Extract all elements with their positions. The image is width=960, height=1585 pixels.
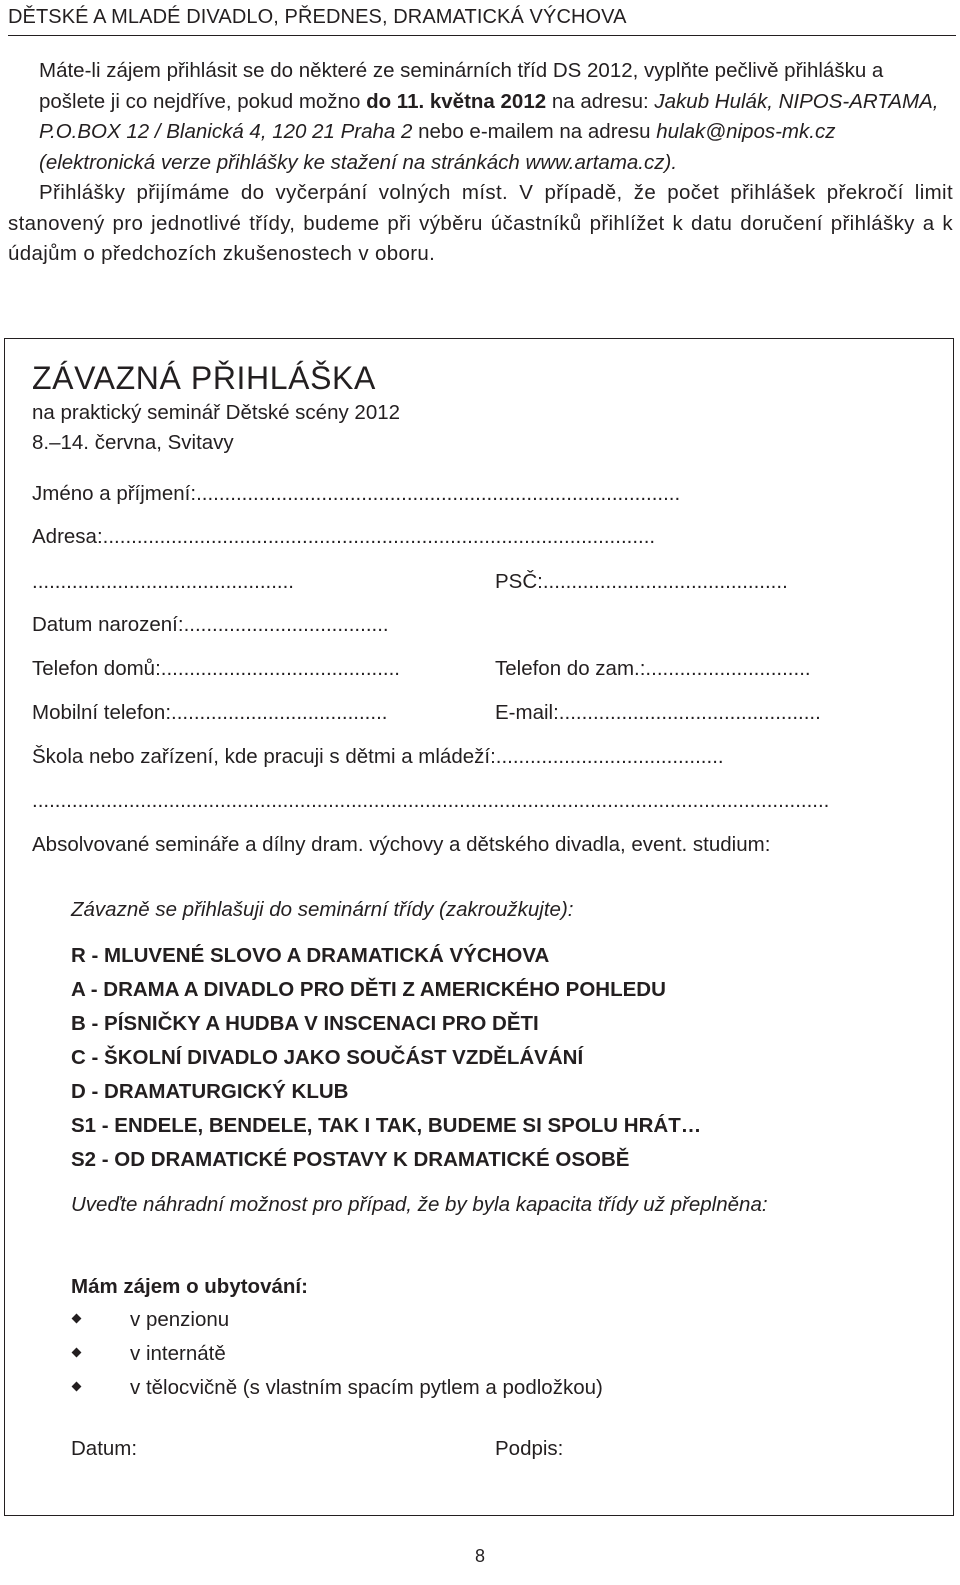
class-option-r[interactable]: R - MLUVENÉ SLOVO A DRAMATICKÁ VÝCHOVA (71, 944, 550, 967)
birthdate-dots: .................................... (183, 613, 389, 636)
accommodation-option-label: v penzionu (130, 1308, 230, 1331)
school-dots: ........................................ (495, 745, 724, 768)
signature-label: Podpis: (495, 1437, 564, 1460)
completed-seminars-field[interactable] (32, 833, 770, 857)
bullet-diamond-icon (72, 1382, 82, 1392)
mobile-phone-field[interactable] (32, 701, 387, 725)
accommodation-option-dormitory[interactable] (71, 1342, 226, 1366)
email-and-web: hulak@nipos-mk.cz (elektronická verze přihlášky ke stažení na stránkách www.artama.cz). (39, 120, 836, 174)
name-label: Jméno a příjmení: (32, 482, 197, 505)
seminar-date-place: 8.–14. června, Svitavy (32, 431, 234, 454)
date-label: Datum: (71, 1437, 138, 1460)
address-dots: ................................................................................................. (102, 525, 656, 548)
signature-field[interactable] (495, 1437, 563, 1461)
alternative-choice-instruction: Uveďte náhradní možnost pro případ, že by byla kapacita třídy už přeplněna: (71, 1193, 768, 1216)
zip-label: PSČ: (495, 570, 543, 593)
work-phone-dots: ............................. (645, 657, 811, 680)
class-choice-instruction: Závazně se přihlašuji do seminární třídy (zakroužkujte): (71, 898, 574, 921)
birthdate-field[interactable] (32, 613, 389, 637)
deadline-text: do 11. května 2012 (366, 89, 547, 113)
mobile-phone-dots: ...................................... (171, 701, 388, 724)
address-label: Adresa: (32, 525, 103, 548)
accommodation-option-gym[interactable] (71, 1376, 603, 1400)
intro-p1-part-a: Máte-li zájem přihlásit se do některé ze seminárních tříd DS 2012, vyplňte pečlivě přihlášku a pošlete ji co nejdříve, pokud možno (39, 59, 884, 113)
address-field[interactable] (32, 525, 655, 549)
page-header-title: DĚTSKÉ A MLADÉ DIVADLO, PŘEDNES, DRAMATICKÁ VÝCHOVA (8, 6, 627, 28)
email-label: E-mail: (495, 701, 559, 724)
mobile-phone-label: Mobilní telefon: (32, 701, 172, 724)
zip-dots: ........................................... (542, 570, 788, 593)
page-number: 8 (474, 1546, 485, 1566)
birthdate-label: Datum narození: (32, 613, 184, 636)
home-phone-field[interactable] (32, 657, 400, 681)
accommodation-option-label: v tělocvičně (s vlastním spacím pytlem a podložkou) (130, 1376, 603, 1399)
intro-p1-part-e: nebo e-mailem na adresu (412, 120, 657, 143)
work-phone-field[interactable] (495, 657, 811, 681)
name-dots: ..................................................................................... (196, 482, 681, 505)
registration-form-box (4, 338, 954, 1516)
class-option-b[interactable]: B - PÍSNIČKY A HUDBA V INSCENACI PRO DĚTI (71, 1012, 539, 1035)
accommodation-option-label: v internátě (130, 1342, 226, 1365)
school-field[interactable] (32, 745, 724, 769)
work-phone-label: Telefon do zam.: (495, 657, 646, 680)
accommodation-heading: Mám zájem o ubytování: (71, 1275, 308, 1298)
address-line-2-dots: .............................................. (32, 570, 294, 593)
bullet-diamond-icon (72, 1314, 82, 1324)
intro-text (8, 56, 953, 270)
postal-address: Jakub Hulák, NIPOS-ARTAMA, P.O.BOX 12 / Blanická 4, 120 21 Praha 2 (39, 89, 939, 143)
zip-field[interactable] (495, 570, 788, 594)
school-line-2-dots: ............................................................................................................................................ (32, 789, 830, 812)
name-field[interactable] (32, 482, 680, 506)
form-title: ZÁVAZNÁ PŘIHLÁŠKA (32, 360, 376, 396)
bullet-diamond-icon (72, 1348, 82, 1358)
school-label: Škola nebo zařízení, kde pracuji s dětmi a mládeží: (32, 745, 496, 768)
class-option-a[interactable]: A - DRAMA A DIVADLO PRO DĚTI Z AMERICKÉHO POHLEDU (71, 978, 666, 1001)
class-option-s2[interactable]: S2 - OD DRAMATICKÉ POSTAVY K DRAMATICKÉ OSOBĚ (71, 1148, 630, 1171)
address-line-2-field[interactable] (32, 570, 294, 594)
class-option-c[interactable]: C - ŠKOLNÍ DIVADLO JAKO SOUČÁST VZDĚLÁVÁNÍ (71, 1046, 584, 1069)
email-dots: .............................................. (558, 701, 821, 724)
header-divider (8, 35, 956, 36)
home-phone-dots: .......................................... (160, 657, 400, 680)
intro-p1-part-c: na adresu: (546, 89, 655, 113)
intro-paragraph-2: Přihlášky přijímáme do vyčerpání volných míst. V případě, že počet přihlášek překročí limit stanovený pro jednotlivé třídy, budeme při výběru účastníků přihlížet k datu doručení přihlášky a k údajům o předchozích zkušenostech v oboru. (8, 181, 953, 265)
home-phone-label: Telefon domů: (32, 657, 161, 680)
class-option-d[interactable]: D - DRAMATURGICKÝ KLUB (71, 1080, 349, 1103)
seminar-name: na praktický seminář Dětské scény 2012 (32, 401, 401, 424)
email-field[interactable] (495, 701, 821, 725)
form-subtitle (32, 398, 400, 458)
date-field[interactable] (71, 1437, 137, 1461)
school-line-2-field[interactable] (32, 789, 829, 813)
accommodation-option-pension[interactable] (71, 1308, 229, 1332)
completed-seminars-label: Absolvované semináře a dílny dram. výchovy a dětského divadla, event. studium: (32, 833, 771, 856)
class-option-s1[interactable]: S1 - ENDELE, BENDELE, TAK I TAK, BUDEME SI SPOLU HRÁT… (71, 1114, 702, 1137)
intro-paragraph-1 (8, 56, 953, 178)
